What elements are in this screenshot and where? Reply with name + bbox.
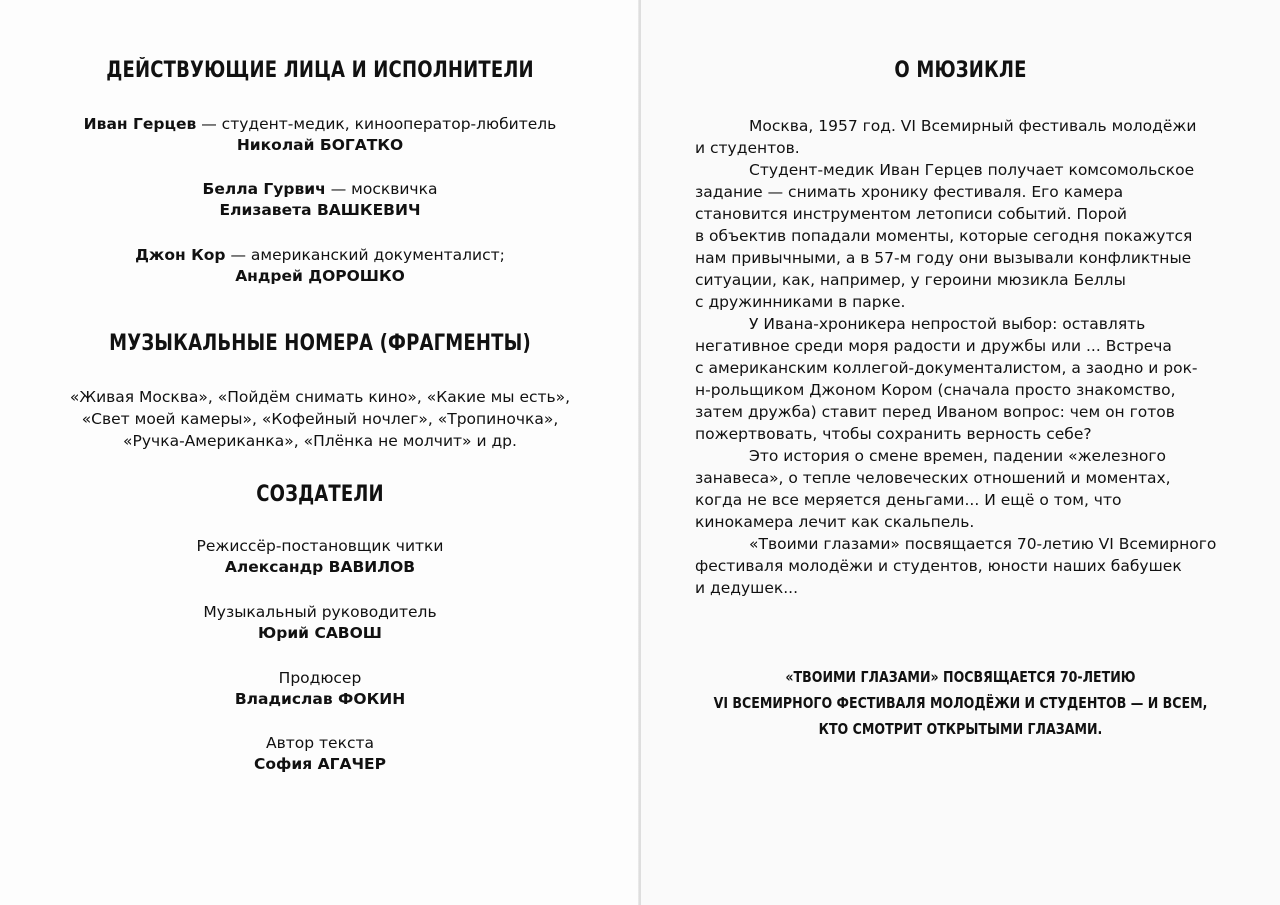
creator-entry-4 xyxy=(0,733,640,775)
cast-role: Иван Герцев xyxy=(83,115,197,133)
numbers-line: «Свет моей камеры», «Кофейный ночлег», «Тропиночка», xyxy=(81,410,559,428)
about-line: «Твоими глазами» посвящается 70-летию VI Всемирного xyxy=(749,535,1217,553)
right-page xyxy=(641,0,1280,905)
about-line: ситуации, как, например, у героини мюзикла Беллы xyxy=(695,271,1126,289)
cast-actor: Андрей ДОРОШКО xyxy=(235,267,405,285)
about-line: негативное среди моря радости и дружбы или ... Встреча xyxy=(695,337,1172,355)
cast-actor: Елизавета ВАШКЕВИЧ xyxy=(219,201,421,219)
about-line: нам привычными, а в 57-м году они вызывали конфликтные xyxy=(695,249,1192,267)
cast-heading: ДЕЙСТВУЮЩИЕ ЛИЦА И ИСПОЛНИТЕЛИ xyxy=(106,58,534,83)
dedication-footer xyxy=(641,664,1280,742)
about-line: фестиваля молодёжи и студентов, юности наших бабушек xyxy=(695,557,1182,575)
creator-title: Автор текста xyxy=(266,734,374,752)
creator-title: Музыкальный руководитель xyxy=(203,603,437,621)
about-line: с дружинниками в парке. xyxy=(695,293,906,311)
about-line: становится инструментом летописи событий. Порой xyxy=(695,205,1127,223)
cast-entry-1 xyxy=(0,114,640,156)
numbers-line: «Ручка-Американка», «Плёнка не молчит» и др. xyxy=(123,432,517,450)
cast-role-desc: — американский документалист; xyxy=(225,246,505,264)
dedication-line: VI ВСЕМИРНОГО ФЕСТИВАЛЯ МОЛОДЁЖИ И СТУДЕНТОВ — И ВСЕМ, xyxy=(713,694,1208,712)
creator-entry-3 xyxy=(0,668,640,710)
creator-title: Продюсер xyxy=(278,669,362,687)
about-text xyxy=(695,115,1255,599)
creator-name: София АГАЧЕР xyxy=(254,755,386,773)
about-line: Студент-медик Иван Герцев получает комсомольское xyxy=(749,161,1195,179)
about-line: с американским коллегой-документалистом, а заодно и рок- xyxy=(695,359,1198,377)
cast-role: Джон Кор xyxy=(135,246,226,264)
dedication-line: «ТВОИМИ ГЛАЗАМИ» ПОСВЯЩАЕТСЯ 70-ЛЕТИЮ xyxy=(785,668,1136,686)
creator-name: Александр ВАВИЛОВ xyxy=(224,558,416,576)
numbers-heading: МУЗЫКАЛЬНЫЕ НОМЕРА (ФРАГМЕНТЫ) xyxy=(109,331,531,356)
numbers-list xyxy=(0,386,640,452)
about-line: затем дружба) ставит перед Иваном вопрос: чем он готов xyxy=(695,403,1175,421)
about-line: н-рольщиком Джоном Кором (сначала просто знакомство, xyxy=(695,381,1176,399)
about-line: занавеса», о тепле человеческих отношений и моментах, xyxy=(695,469,1171,487)
cast-role: Белла Гурвич xyxy=(202,180,326,198)
cast-role-desc: — студент-медик, кинооператор-любитель xyxy=(196,115,557,133)
cast-role-desc: — москвичка xyxy=(325,180,438,198)
dedication-line: КТО СМОТРИТ ОТКРЫТЫМИ ГЛАЗАМИ. xyxy=(818,720,1103,738)
about-line: Москва, 1957 год. VI Всемирный фестиваль молодёжи xyxy=(749,117,1197,135)
creator-entry-1 xyxy=(0,536,640,578)
creator-title: Режиссёр-постановщик читки xyxy=(196,537,444,555)
numbers-line: «Живая Москва», «Пойдём снимать кино», «Какие мы есть», xyxy=(69,388,571,406)
creator-name: Юрий САВОШ xyxy=(258,624,382,642)
cast-role-line xyxy=(0,179,640,200)
about-line: задание — снимать хронику фестиваля. Его камера xyxy=(695,183,1124,201)
creator-entry-2 xyxy=(0,602,640,644)
about-line: в объектив попадали моменты, которые сегодня покажутся xyxy=(695,227,1193,245)
cast-role-line xyxy=(0,114,640,135)
cast-role-line xyxy=(0,245,640,266)
about-line: Это история о смене времен, падении «железного xyxy=(749,447,1167,465)
cast-entry-2 xyxy=(0,179,640,221)
about-line: пожертвовать, чтобы сохранить верность себе? xyxy=(695,425,1092,443)
about-line: и дедушек... xyxy=(695,579,799,597)
about-heading: О МЮЗИКЛЕ xyxy=(894,58,1027,83)
creator-name: Владислав ФОКИН xyxy=(234,690,406,708)
about-line: кинокамера лечит как скальпель. xyxy=(695,513,975,531)
about-line: и студентов. xyxy=(695,139,800,157)
about-line: когда не все меряется деньгами... И ещё о том, что xyxy=(695,491,1122,509)
creators-heading: СОЗДАТЕЛИ xyxy=(256,482,384,507)
cast-entry-3 xyxy=(0,245,640,287)
cast-actor: Николай БОГАТКО xyxy=(236,136,404,154)
about-line: У Ивана-хроникера непростой выбор: оставлять xyxy=(749,315,1146,333)
